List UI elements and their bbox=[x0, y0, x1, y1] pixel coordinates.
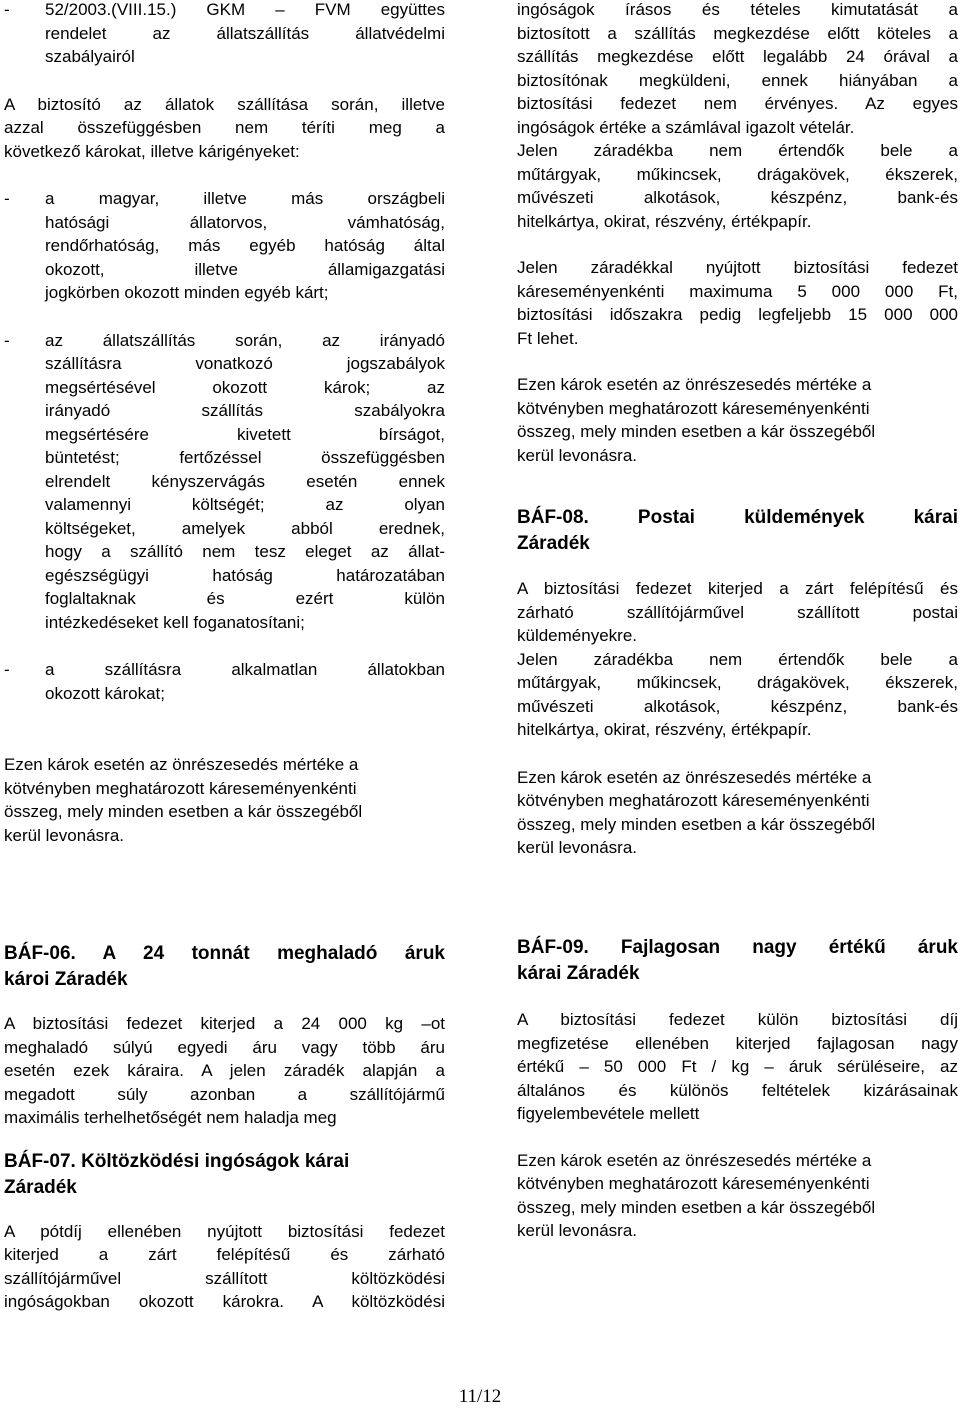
baf07-exclusions: Jelen záradékba nem értendők bele a műtárgyak, műkincsek, drágakövek, ékszerek, művészeti alkotások, készpénz, bank-és hitelkártya, okirat, részvény, értékpapír. bbox=[517, 141, 958, 231]
deductible-paragraph: Ezen károk esetén az önrészesedés mértéke a kötvényben meghatározott káreseményenkénti összeg, mely minden esetben a kár összegéből kerül levonásra. bbox=[517, 767, 876, 857]
baf08-exclusions: Jelen záradékba nem értendők bele a műtárgyak, műkincsek, drágakövek, ékszerek, művészeti alkotások, készpénz, bank-és hitelkártya, okirat, részvény, értékpapír. bbox=[517, 649, 958, 739]
left-column bbox=[4, 0, 445, 847]
list-dash: - bbox=[4, 660, 10, 679]
baf07-continuation: ingóságok írásos és tételes kimutatását a biztosított a szállítás megkezdése előtt köteles a szállítás megkezdése előtt legalább 24 órával a biztosítónak megküldeni, ennek hiányában a biztosítási fedezet nem érvényes. Az egyes ingóságok értéke a számlával igazolt vételár. bbox=[517, 0, 958, 137]
section-heading-baf08: BÁF-08. Postai küldemények kárai Záradék bbox=[517, 507, 958, 554]
list-item bbox=[4, 329, 445, 635]
section-heading-baf07: BÁF-07. Költözködési ingóságok kárai Záradék bbox=[4, 1150, 350, 1198]
list-item bbox=[4, 187, 445, 305]
right-column-lower bbox=[517, 935, 958, 1243]
left-column-lower bbox=[4, 941, 445, 1314]
section-heading-baf09: BÁF-09. Fajlagosan nagy értékű áruk kárai Záradék bbox=[517, 937, 958, 984]
list-dash: - bbox=[4, 330, 10, 350]
list-dash: - bbox=[4, 189, 10, 208]
exclusions-intro: A biztosító az állatok szállítása során, illetve azzal összefüggésben nem téríti meg a következő károkat, illetve kárigényeket: bbox=[4, 94, 445, 161]
deductible-paragraph: Ezen károk esetén az önrészesedés mértéke a kötvényben meghatározott káreseményenkénti összeg, mely minden esetben a kár összegéből kerül levonásra. bbox=[517, 375, 876, 465]
list-item-text: a magyar, illetve más országbeli hatósági állatorvos, vámhatóság, rendőrhatóság, más egyéb hatóság által okozott, illetve államigazgatási jogkörben okozott minden egyéb kárt; bbox=[45, 189, 445, 302]
regulation-text: 52/2003.(VIII.15.) GKM – FVM együttes rendelet az állatszállítás állatvédelmi szabályairól bbox=[45, 0, 445, 66]
page-number: 11/12 bbox=[458, 1386, 502, 1407]
section-heading-baf06: BÁF-06. A 24 tonnát meghaladó áruk károi Záradék bbox=[4, 943, 445, 990]
deductible-paragraph: Ezen károk esetén az önrészesedés mértéke a kötvényben meghatározott káreseményenkénti összeg, mely minden esetben a kár összegéből kerül levonásra. bbox=[517, 1150, 876, 1240]
right-column bbox=[517, 0, 958, 860]
list-item-text: az állatszállítás során, az irányadó szállításra vonatkozó jogszabályok megsértésével okozott károk; az irányadó szállítás szabályokra megsértésére kivetett bírságot, büntetést; fertőzéssel összefüggésben elrendelt kényszervágás esetén ennek valamennyi költségét; az olyan költségeket, amelyek abból erednek, hogy a szállító nem tesz eleget az állat- egészségügyi hatóság határozatában foglaltaknak és ezért külön intézkedéseket kell foganatosítani; bbox=[45, 330, 445, 632]
baf06-body: A biztosítási fedezet kiterjed a 24 000 kg –ot meghaladó súlyú egyedi áru vagy több áru esetén ezek káraira. A jelen záradék alapján a megadott súly azonban a szállítójármű maximális terhelhetőségét nem haladja meg bbox=[4, 1014, 445, 1127]
list-dash: - bbox=[4, 0, 10, 19]
deductible-paragraph: Ezen károk esetén az önrészesedés mértéke a kötvényben meghatározott káreseményenkénti összeg, mely minden esetben a kár összegéből kerül levonásra. bbox=[4, 755, 363, 845]
baf07-limit: Jelen záradékkal nyújtott biztosítási fedezet káreseményenkénti maximuma 5 000 000 Ft, biztosítási időszakra pedig legfeljebb 15 000 000 Ft lehet. bbox=[517, 258, 958, 348]
baf07-body: A pótdíj ellenében nyújtott biztosítási fedezet kiterjed a zárt felépítésű és zárható szállítójárművel szállított költözködési ingóságokban okozott károkra. A költözködési bbox=[4, 1221, 445, 1311]
list-item bbox=[4, 658, 445, 705]
baf09-body: A biztosítási fedezet külön biztosítási díj megfizetése ellenében kiterjed fajlagosan nagy értékű – 50 000 Ft / kg – áruk sérüléseire, az általános és különös feltételek kizárásainak figyelembevétele mellett bbox=[517, 1010, 958, 1123]
regulation-reference bbox=[4, 0, 445, 69]
baf08-body: A biztosítási fedezet kiterjed a zárt felépítésű és zárható szállítójárművel szállított postai küldeményekre. bbox=[517, 579, 958, 645]
list-item-text: a szállításra alkalmatlan állatokban okozott károkat; bbox=[45, 660, 445, 703]
